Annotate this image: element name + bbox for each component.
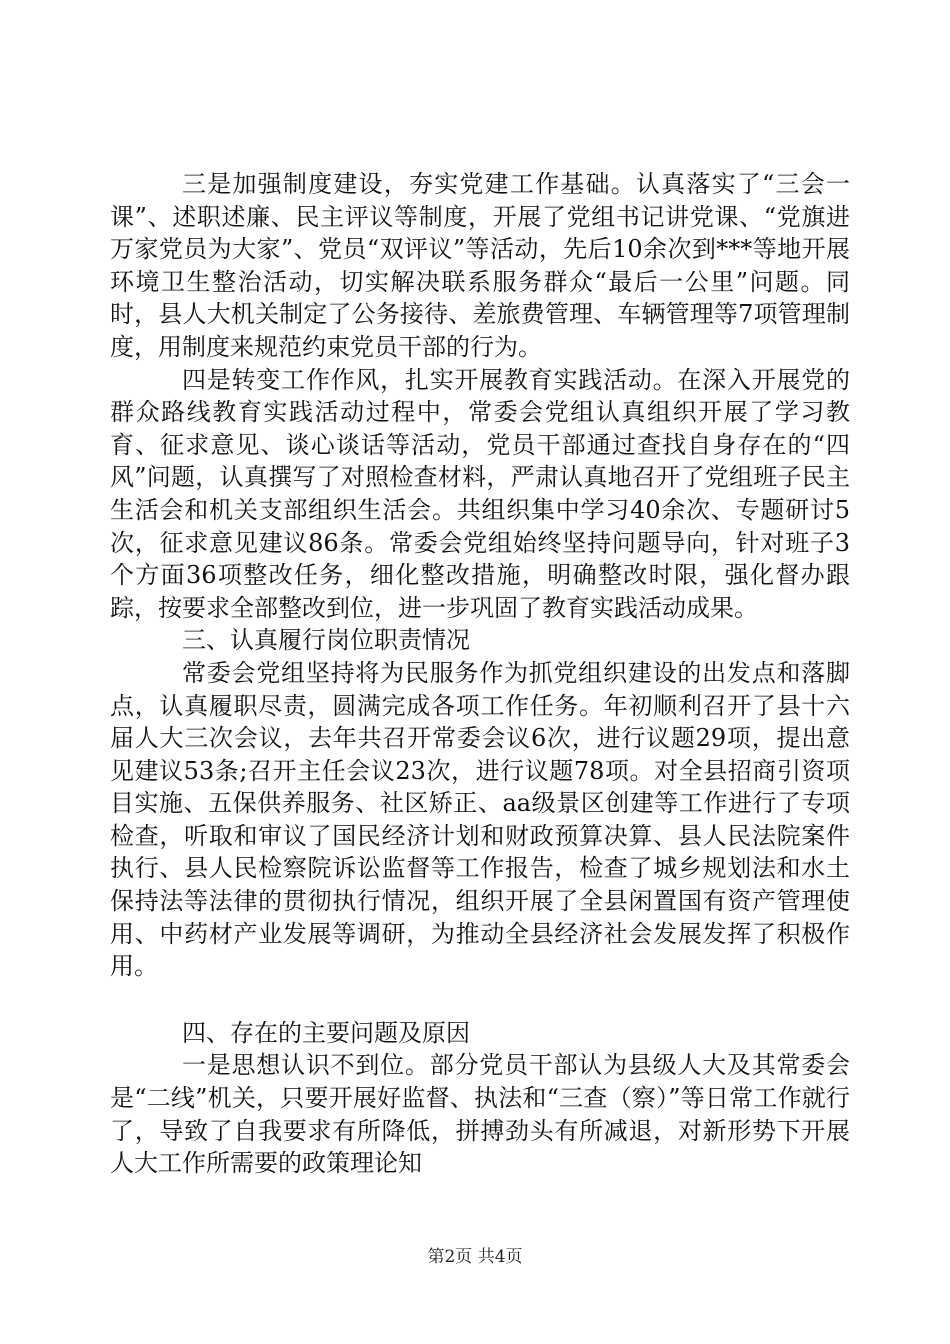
page-number-footer: 第2页 共4页 bbox=[427, 1247, 523, 1267]
paragraph-spacer bbox=[110, 983, 850, 1017]
paragraph-institution-building: 三是加强制度建设，夯实党建工作基础。认真落实了“三会一课”、述职述廉、民主评议等制度，开展了党组书记讲党课、“党旗进万家党员为大家”、党员“双评议”等活动，先后10余次到***等地开展环境卫生整治活动，切实解决联系服务群众“最后一公里”问题。同时，县人大机关制定了公务接待、差旅费管理、车辆管理等7项管理制度，用制度来规范约束党员干部的行为。 bbox=[110, 170, 850, 361]
paragraph-problems: 一是思想认识不到位。部分党员干部认为县级人大及其常委会是“二线”机关，只要开展好监督、执法和“三查（察）”等日常工作就行了，导致了自我要求有所降低，拼搏劲头有所减退，对新形势下开展人大工作所需要的政策理论知 bbox=[110, 1051, 850, 1178]
section-heading-problems: 四、存在的主要问题及原因 bbox=[182, 1018, 470, 1047]
paragraph-duties: 常委会党组坚持将为民服务作为抓党组织建设的出发点和落脚点，认真履职尽责，圆满完成各项工作任务。年初顺利召开了县十六届人大三次会议，去年共召开常委会议6次，进行议题29项，提出意见建议53条;召开主任会议23次，进行议题78项。对全县招商引资项目实施、五保供养服务、社区矫正、aa级景区创建等工作进行了专项检查，听取和审议了国民经济计划和财政预算决算、县人民法院案件执行、县人民检察院诉讼监督等工作报告，检查了城乡规划法和水土保持法等法律的贯彻执行情况，组织开展了全县闲置国有资产管理使用、中药材产业发展等调研，为推动全县经济社会发展发挥了积极作用。 bbox=[110, 658, 850, 981]
paragraph-work-style: 四是转变工作作风，扎实开展教育实践活动。在深入开展党的群众路线教育实践活动过程中，常委会党组认真组织开展了学习教育、征求意见、谈心谈话等活动，党员干部通过查找自身存在的“四风”问题，认真撰写了对照检查材料，严肃认真地召开了党组班子民主生活会和机关支部组织生活会。共组织集中学习40余次、专题研讨5次，征求意见建议86条。常委会党组始终坚持问题导向，针对班子3个方面36项整改任务，细化整改措施，明确整改时限，强化督办跟踪，按要求全部整改到位，进一步巩固了教育实践活动成果。 bbox=[110, 365, 850, 622]
section-heading-duties: 三、认真履行岗位职责情况 bbox=[182, 626, 470, 655]
document-body bbox=[110, 168, 850, 1180]
